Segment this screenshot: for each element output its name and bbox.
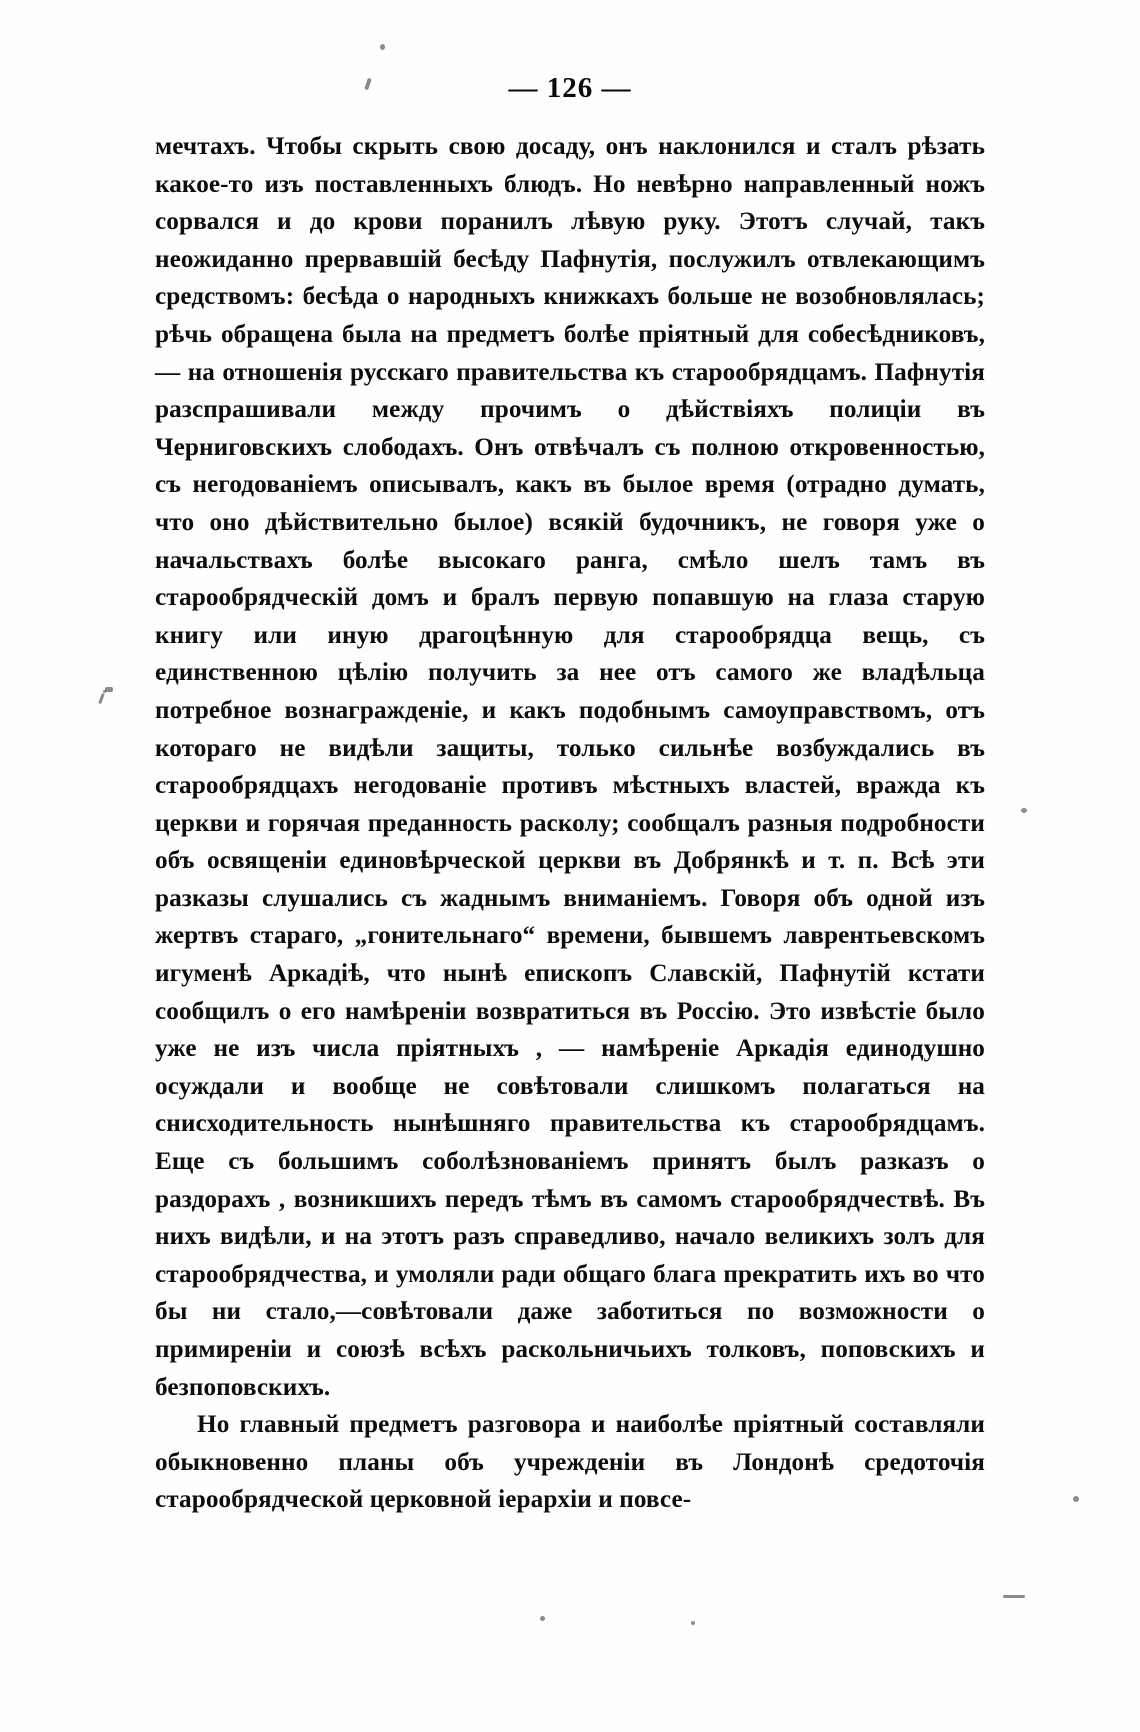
scan-speck bbox=[1021, 808, 1027, 813]
scan-speck bbox=[691, 1621, 695, 1625]
scan-speck bbox=[1003, 1595, 1025, 1598]
scan-speck bbox=[1073, 1496, 1079, 1502]
page-number: — 126 — bbox=[508, 72, 632, 104]
scan-speck bbox=[98, 693, 105, 704]
scan-speck bbox=[380, 44, 385, 50]
paragraph: мечтахъ. Чтобы скрыть свою досаду, онъ наклонился и сталъ рѣзать какое-то изъ поставленныхъ блюдъ. Но невѣрно направленный ножъ сорвался и до крови поранилъ лѣвую руку. Этотъ случай, такъ неожиданно прервавшій бесѣду Пафнутія, послужилъ отвлекающимъ средствомъ: бесѣда о народныхъ книжкахъ больше не возобновлялась; рѣчь обращена была на предметъ болѣе пріятный для собесѣдниковъ, — на отношенія русскаго правительства къ старообрядцамъ. Пафнутія разспрашивали между прочимъ о дѣйствіяхъ полиціи въ Черниговскихъ слободахъ. Онъ отвѣчалъ съ полною откровенностью, съ негодованіемъ описывалъ, какъ въ былое время (отрадно думать, что оно дѣйствительно былое) всякій будочникъ, не говоря уже о начальствахъ болѣе высокаго ранга, смѣло шелъ тамъ въ старообрядческій домъ и бралъ первую попавшую на глаза старую книгу или иную драгоцѣнную для старообрядца вещь, съ единственною цѣлію получить за нее отъ самого же владѣльца потребное вознагражденіе, и какъ подобнымъ самоуправствомъ, отъ котораго не видѣли защиты, только сильнѣе возбуждались въ старообрядцахъ негодованіе противъ мѣстныхъ властей, вражда къ церкви и горячая преданность расколу; сообщалъ разныя подробности объ освященіи единовѣрческой церкви въ Добрянкѣ и т. п. Всѣ эти разказы слушались съ жаднымъ вниманіемъ. Говоря объ одной изъ жертвъ стараго, „гонительнаго“ времени, бывшемъ лаврентьевскомъ игуменѣ Аркадіѣ, что нынѣ епископъ Славскій, Пафнутій кстати сообщилъ о его намѣреніи возвратиться въ Россію. Это извѣстіе было уже не изъ числа пріятныхъ , — намѣреніе Аркадія единодушно осуждали и вообще не совѣтовали слишкомъ полагаться на снисходительность нынѣшняго правительства къ старообрядцамъ. Еще съ большимъ соболѣзнованіемъ принятъ былъ разказъ о раздорахъ , возникшихъ передъ тѣмъ въ самомъ старообрядчествѣ. Въ нихъ видѣли, и на этотъ разъ справедливо, начало великихъ золъ для старообрядчества, и умоляли ради общаго блага прекратить ихъ во что бы ни стало,—совѣтовали даже заботиться по возможности о примиреніи и союзѣ всѣхъ раскольничьихъ толковъ, поповскихъ и безпоповскихъ. bbox=[155, 133, 985, 1401]
scan-speck bbox=[105, 687, 113, 692]
page-body bbox=[155, 128, 985, 1519]
paragraph: Но главный предметъ разговора и наиболѣе пріятный составляли обыкновенно планы объ учрежденіи въ Лондонѣ средоточія старообрядческой церковной іерархіи и повсе- bbox=[155, 1411, 985, 1514]
scan-speck bbox=[540, 1616, 545, 1621]
